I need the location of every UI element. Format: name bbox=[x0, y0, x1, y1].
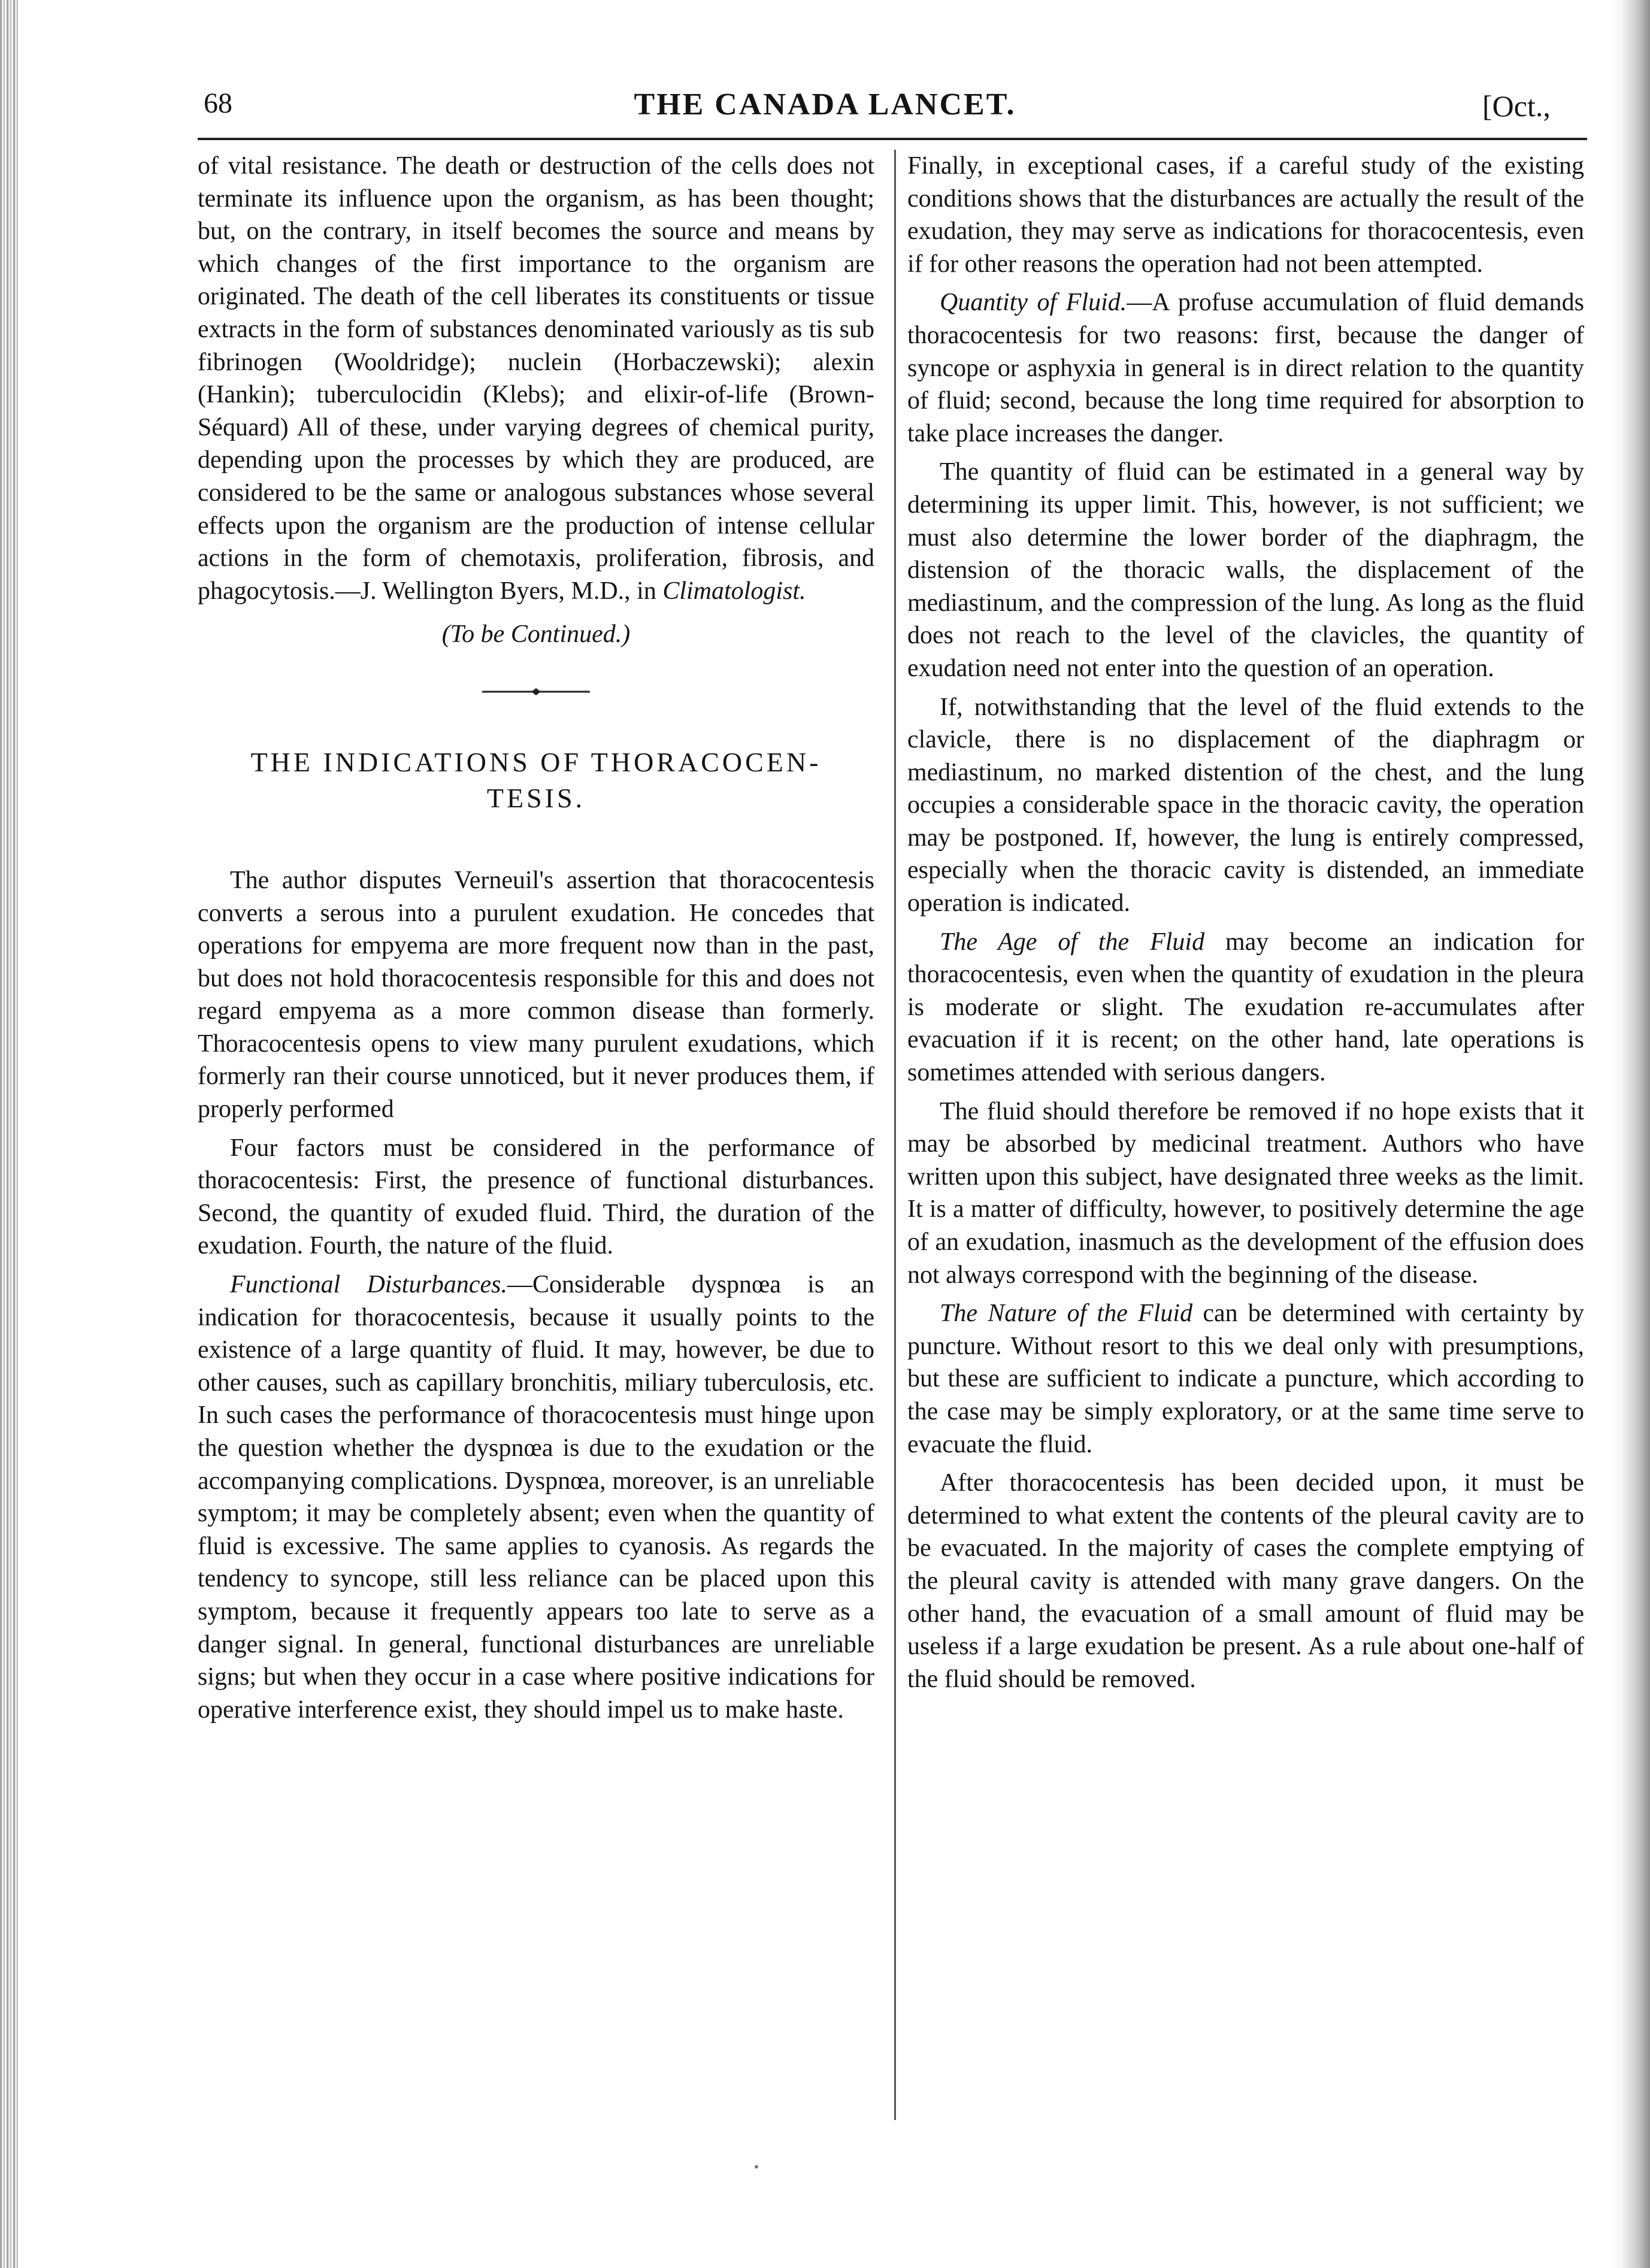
final-paragraph: After thoracocentesis has been decided upon, it must be determined to what extent the contents of the pleural cavity are to be evacuated. In the majority of cases the complete emptying of the pleural cavity is attended with many grave dangers. On the other hand, the evacuation of a small amount of fluid may be useless if a large exudation be present. As a rule about one-half of the fluid should be removed. bbox=[907, 1469, 1584, 1693]
header-rule bbox=[198, 138, 1587, 140]
quantity-paragraph-3: If, notwithstanding that the level of the fluid extends to the clavicle, there is no displacement of the diaphragm or mediastinum, no marked distention of the chest, and the lung occupies a considerable space in the thoracic cavity, the operation may be postponed. If, however, the lung is entirely compressed, especially when the thoracic cavity is distended, an immediate operation is indicated. bbox=[907, 693, 1584, 918]
age-of-fluid-paragraph bbox=[907, 926, 1584, 1089]
scanned-page-edge-right bbox=[1611, 0, 1650, 2268]
quantity-of-fluid-heading: Quantity of Fluid. bbox=[940, 289, 1127, 317]
article-paragraph-1: The author disputes Verneuil's assertion that thoracocentesis converts a serous into a purulent exudation. He concedes that operations for empyema are more frequent now than in the past, but does not hold thoracocentesis responsible for this and does not regard empyema as a more common disease than formerly. Thoracocentesis opens to view many purulent exudations, which formerly ran their course unnoticed, but it never produces them, if properly performed bbox=[198, 866, 874, 1124]
continued-article-text bbox=[198, 150, 874, 607]
issue-month: [Oct., bbox=[1482, 89, 1551, 123]
age-paragraph-2: The fluid should therefore be removed if no hope exists that it may be absorbed by medicinal treatment. Authors who have written upon this subject, have designated three weeks as the limit. It is a matter of difficulty, however, to positively determine the age of an exudation, inasmuch as the development of the effusion does not always correspond with the beginning of the disease. bbox=[907, 1097, 1584, 1289]
functional-disturbances-heading: Functional Disturbances. bbox=[230, 1271, 507, 1299]
age-of-fluid-text: may become an indication for thoracocentesis, even when the quantity of exudation in the pleura is moderate or slight. The exudation re-accumulates after evacuation if it is recent; on the other hand, late operations is sometimes attended with serious dangers. bbox=[907, 928, 1585, 1087]
age-of-fluid-heading: The Age of the Fluid bbox=[940, 928, 1205, 956]
scanned-page-edge-left bbox=[0, 0, 18, 2268]
nature-of-fluid-heading: The Nature of the Fluid bbox=[940, 1300, 1193, 1328]
citation-source: Climatologist. bbox=[662, 577, 806, 605]
continued-article-body: of vital resistance. The death or destruction of the cells does not terminate its influence upon the organism, as has been thought; but, on the contrary, in itself becomes the source and means by which changes of the first importance to the organism are originated. The death of the cell liberates its constituents or tissue extracts in the form of substances denominated variously as tis sub fibrinogen (Wooldridge); nuclein (Horbaczewski); alexin (Hankin); tuberculocidin (Klebs); and elixir-of-life (Brown-Séquard) All of these, under varying degrees of chemical purity, depending upon the processes by which they are produced, are considered to be the same or analogous substances whose several effects upon the organism are the production of intense cellular actions in the form of chemotaxis, proliferation, fibrosis, and phagocytosis.—J. Wellington Byers, M.D., in bbox=[198, 152, 874, 605]
article-title bbox=[198, 744, 874, 816]
left-column bbox=[198, 150, 874, 1732]
nature-of-fluid-text: can be determined with certainty by puncture. Without resort to this we deal only with presumptions, but these are sufficient to indicate a puncture, which according to the case may be simply exploratory, or at the same time serve to evacuate the fluid. bbox=[907, 1300, 1584, 1458]
page-number: 68 bbox=[204, 87, 232, 119]
functional-disturbances-text: —Considerable dyspnœa is an indication for thoracocentesis, because it usually points to the existence of a large quantity of fluid. It may, however, be due to other causes, such as capillary bronchitis, miliary tuberculosis, etc. In such cases the performance of thoracocentesis must hinge upon the question whether the dyspnœa is due to the exudation or the accompanying complications. Dyspnœa, moreover, is an unreliable symptom; it may be completely absent; even when the quantity of fluid is excessive. The same applies to cyanosis. As regards the tendency to syncope, still less reliance can be placed upon this symptom, because it frequently appears too late to serve as a danger signal. In general, functional disturbances are unreliable signs; but when they occur in a case where positive indications for operative interference exist, they should impel us to make haste. bbox=[198, 1271, 874, 1724]
nature-of-fluid-paragraph bbox=[907, 1297, 1584, 1461]
quantity-of-fluid-text: —A profuse accumulation of fluid demands thoracocentesis for two reasons: first, because the danger of syncope or asphyxia in general is in direct relation to the quantity of fluid; second, because the long time required for absorption to take place increases the danger. bbox=[907, 289, 1584, 447]
quantity-paragraph-2: The quantity of fluid can be estimated in a general way by determining its upper limit. This, however, is not sufficient; we must also determine the lower border of the diaphragm, the distension of the thoracic walls, the displacement of the mediastinum, and the compression of the lung. As long as the fluid does not reach to the level of the clavicles, the quantity of exudation need not enter into the question of an operation. bbox=[907, 458, 1584, 682]
quantity-of-fluid-paragraph bbox=[907, 286, 1584, 450]
column-divider bbox=[894, 150, 896, 2120]
section-divider-ornament bbox=[482, 687, 590, 697]
article-title-line-2: TESIS. bbox=[486, 782, 586, 813]
running-title: THE CANADA LANCET. bbox=[634, 87, 1016, 122]
print-speck bbox=[755, 2165, 758, 2169]
article-paragraph-2: Four factors must be considered in the performance of thoracocentesis: First, the presence of functional disturbances. Second, the quantity of exuded fluid. Third, the duration of the exudation. Fourth, the nature of the fluid. bbox=[198, 1134, 874, 1260]
article-title-line-1: THE INDICATIONS OF THORACOCEN- bbox=[250, 746, 822, 777]
to-be-continued-note: (To be Continued.) bbox=[441, 620, 631, 649]
right-column bbox=[907, 150, 1584, 1701]
functional-disturbances-paragraph bbox=[198, 1268, 874, 1726]
right-continuation-paragraph: Finally, in exceptional cases, if a careful study of the existing conditions shows that the disturbances are actually the result of the exudation, they may serve as indications for thoracocentesis, even if for other reasons the operation had not been attempted. bbox=[907, 152, 1584, 278]
